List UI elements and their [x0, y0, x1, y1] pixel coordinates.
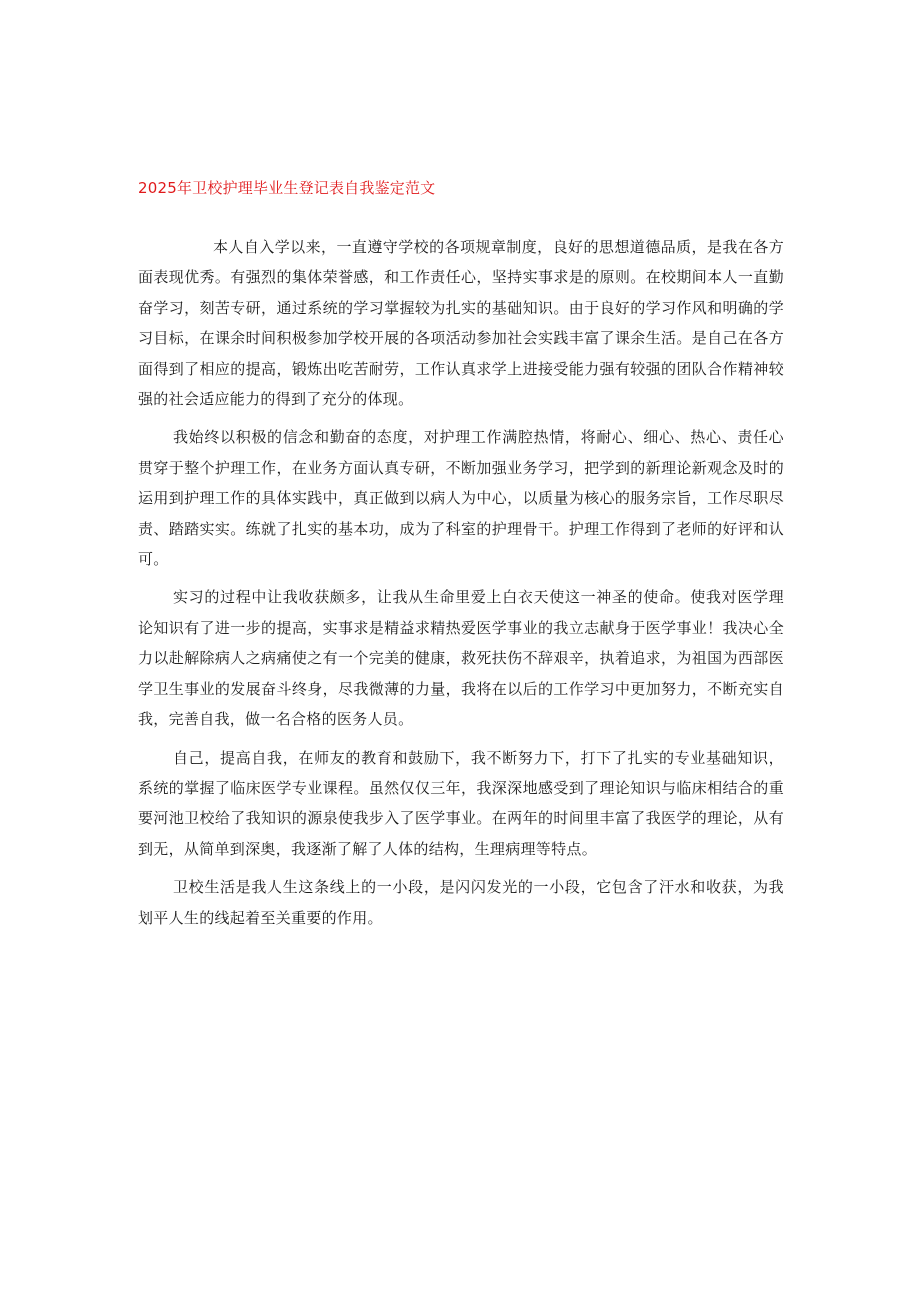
document-title: 2025年卫校护理毕业生登记表自我鉴定范文: [138, 179, 436, 197]
paragraph-3: 实习的过程中让我收获颇多，让我从生命里爱上白衣天使这一神圣的使命。使我对医学理论知识有了进一步的提高，实事求是精益求精热爱医学事业的我立志献身于医学事业！我决心全力以赴解除病人之病痛使之有一个完美的健康，救死扶伤不辞艰辛，执着追求，为祖国为西部医学卫生事业的发展奋斗终身，尽我微薄的力量，我将在以后的工作学习中更加努力，不断充实自我，完善自我，做一名合格的医务人员。: [138, 588, 784, 729]
paragraph-1: 本人自入学以来，一直遵守学校的各项规章制度，良好的思想道德品质，是我在各方面表现优秀。有强烈的集体荣誉感，和工作责任心，坚持实事求是的原则。在校期间本人一直勤奋学习，刻苦专研，通过系统的学习掌握较为扎实的基础知识。由于良好的学习作风和明确的学习目标，在课余时间积极参加学校开展的各项活动参加社会实践丰富了课余生活。是自己在各方面得到了相应的提高，锻炼出吃苦耐劳，工作认真求学上进接受能力强有较强的团队合作精神较强的社会适应能力的得到了充分的体现。: [138, 238, 784, 409]
paragraph-4: 自己，提高自我，在师友的教育和鼓励下，我不断努力下，打下了扎实的专业基础知识，系统的掌握了临床医学专业课程。虽然仅仅三年，我深深地感受到了理论知识与临床相结合的重要河池卫校给了我知识的源泉使我步入了医学事业。在两年的时间里丰富了我医学的理论，从有到无，从简单到深奥，我逐渐了解了人体的结构，生理病理等特点。: [138, 748, 784, 858]
document-body: [138, 232, 784, 941]
paragraph-5: 卫校生活是我人生这条线上的一小段，是闪闪发光的一小段，它包含了汗水和收获，为我划平人生的线起着至关重要的作用。: [138, 878, 784, 927]
paragraph-2: 我始终以积极的信念和勤奋的态度，对护理工作满腔热情，将耐心、细心、热心、责任心贯穿于整个护理工作，在业务方面认真专研，不断加强业务学习，把学到的新理论新观念及时的运用到护理工作的具体实践中，真正做到以病人为中心，以质量为核心的服务宗旨，工作尽职尽责、踏踏实实。练就了扎实的基本功，成为了科室的护理骨干。护理工作得到了老师的好评和认可。: [138, 428, 784, 569]
